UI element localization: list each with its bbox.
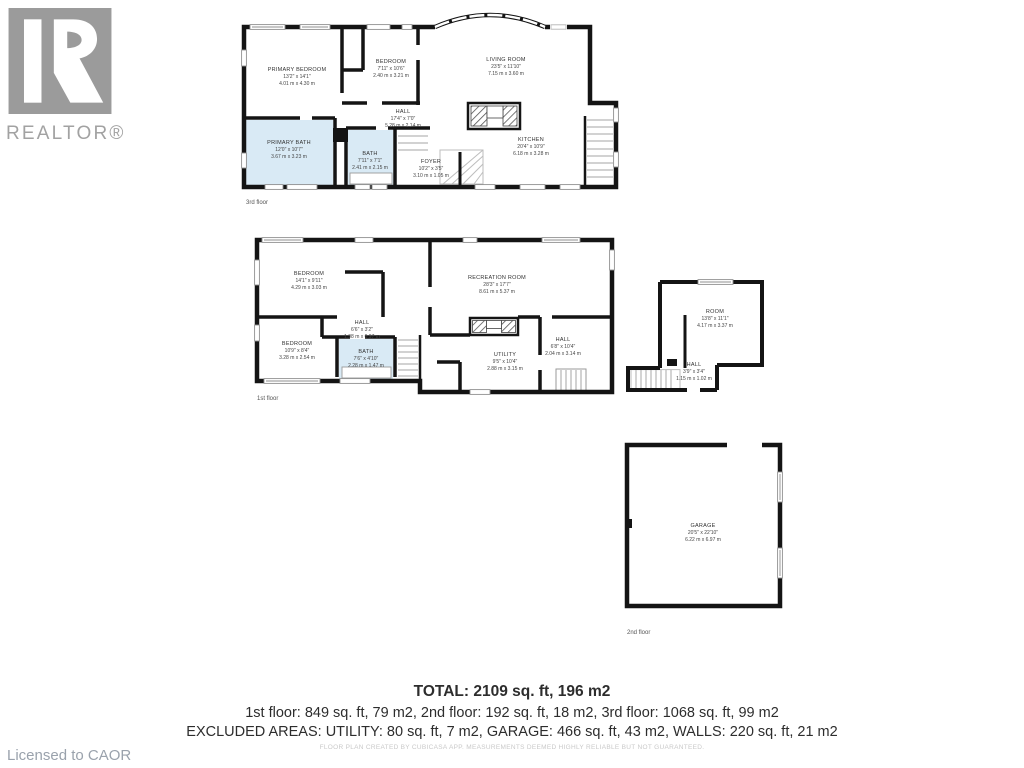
room-label-hall-3rd: HALL 17'4" x 7'0" 5.28 m x 2.14 m bbox=[385, 108, 421, 129]
room-label-hall-1st-small: HALL 6'6" x 3'2" 1.98 m x 0.97 m bbox=[344, 319, 380, 340]
realtor-logo-icon bbox=[8, 8, 112, 114]
fireplace-icon bbox=[470, 318, 518, 335]
room-label-bedroom-3rd: BEDROOM 7'11" x 10'6" 2.40 m x 3.21 m bbox=[373, 58, 409, 79]
room-label-primary-bedroom: PRIMARY BEDROOM 13'2" x 14'1" 4.01 m x 4.30 m bbox=[267, 66, 327, 87]
disclaimer-text: FLOOR PLAN CREATED BY CUBICASA APP. MEASUREMENTS DEEMED HIGHLY RELIABLE BUT NOT GUARANTEED. bbox=[319, 744, 705, 751]
stairs-group bbox=[631, 370, 680, 389]
area-summary bbox=[0, 683, 1024, 743]
room-label-living-room: LIVING ROOM 23'5" x 11'10" 7.15 m x 3.60 m bbox=[486, 56, 526, 77]
room-label-bedroom-1st-lower: BEDROOM 10'9" x 8'4" 3.28 m x 2.54 m bbox=[279, 340, 315, 361]
room-label-foyer: FOYER 10'2" x 3'5" 3.10 m x 1.05 m bbox=[413, 158, 449, 179]
summary-excluded: EXCLUDED AREAS: UTILITY: 80 sq. ft, 7 m2, GARAGE: 466 sq. ft, 43 m2, WALLS: 220 sq. ft, 21 m2 bbox=[186, 724, 838, 740]
room-label-bath-1st: BATH 7'6" x 4'10" 2.28 m x 1.47 m bbox=[348, 348, 384, 369]
realtor-logo bbox=[8, 8, 158, 145]
floor-plan-1st bbox=[240, 225, 630, 405]
summary-total: TOTAL: 2109 sq. ft, 196 m2 bbox=[413, 683, 611, 700]
windows-group bbox=[698, 280, 733, 285]
room-label-hall-1st-right: HALL 6'8" x 10'4" 2.04 m x 3.14 m bbox=[545, 336, 581, 357]
floor-label-2nd: 2nd floor bbox=[627, 630, 651, 636]
summary-floors: 1st floor: 849 sq. ft, 79 m2, 2nd floor: 192 sq. ft, 18 m2, 3rd floor: 1068 sq. ft, 99 m2 bbox=[245, 705, 779, 721]
room-label-recreation-room: RECREATION ROOM 28'3" x 17'7" 8.61 m x 5.37 m bbox=[467, 274, 527, 295]
licensed-text: Licensed to CAOR bbox=[7, 747, 132, 764]
room-label-bath-3rd: BATH 7'11" x 7'1" 2.41 m x 2.15 m bbox=[352, 150, 388, 171]
realtor-logo-text: REALTOR® bbox=[6, 123, 126, 144]
room-label-room-annex: ROOM 13'8" x 11'1" 4.17 m x 3.37 m bbox=[697, 308, 733, 329]
room-label-primary-bath: PRIMARY BATH 12'0" x 10'7" 3.67 m x 3.23 m bbox=[267, 139, 311, 160]
room-label-utility: UTILITY 9'5" x 10'4" 2.88 m x 3.15 m bbox=[487, 351, 523, 372]
room-label-garage: GARAGE 20'5" x 22'10" 6.22 m x 6.97 m bbox=[685, 522, 721, 543]
floor-label-1st: 1st floor bbox=[257, 396, 279, 402]
room-label-hall-annex: HALL 3'9" x 3'4" 1.15 m x 1.02 m bbox=[676, 361, 712, 382]
room-label-kitchen: KITCHEN 20'4" x 10'9" 6.18 m x 3.28 m bbox=[513, 136, 549, 157]
floor-label-3rd: 3rd floor bbox=[246, 200, 269, 206]
bathtub-icon bbox=[350, 173, 392, 184]
fireplace-icon bbox=[468, 103, 520, 129]
room-label-bedroom-1st-upper: BEDROOM 14'1" x 9'11" 4.29 m x 3.03 m bbox=[291, 270, 327, 291]
